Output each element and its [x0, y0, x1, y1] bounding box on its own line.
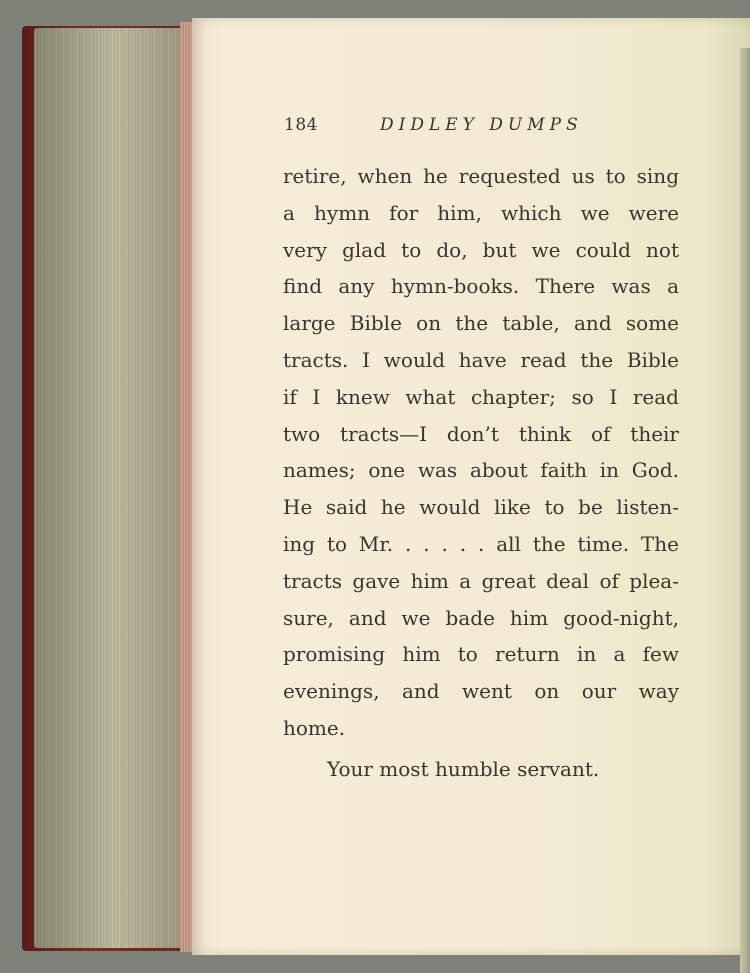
text-line: tracts. I would have read the Bible [283, 347, 679, 372]
text-line: if I knew what chapter; so I read [283, 384, 679, 409]
text-line: ing to Mr. . . . . . all the time. The [283, 531, 679, 556]
closing-signature: Your most humble servant. [327, 756, 600, 781]
page-number: 184 [284, 115, 318, 135]
page-edges [34, 28, 198, 948]
text-line: large Bible on the table, and some [283, 311, 679, 336]
page-header [284, 112, 684, 142]
text-line: names; one was about faith in God. [283, 458, 679, 483]
text-line: two tracts—I don’t think of their [283, 421, 679, 446]
text-line: sure, and we bade him good-night, [283, 605, 679, 630]
running-title: DIDLEY DUMPS [380, 115, 583, 135]
text-line: home. [283, 715, 346, 740]
page-body-text [283, 158, 679, 788]
page-right-edge [740, 48, 750, 973]
text-line: evenings, and went on our way [283, 679, 679, 704]
text-line: promising him to return in a few [283, 642, 679, 667]
text-line: retire, when he requested us to sing [283, 164, 679, 188]
text-line: very glad to do, but we could not [283, 237, 679, 262]
text-line: He said he would like to be listen- [283, 495, 679, 520]
text-line: a hymn for him, which we were [283, 200, 679, 225]
text-line: tracts gave him a great deal of plea- [283, 568, 679, 593]
text-line: find any hymn-books. There was a [283, 274, 679, 299]
